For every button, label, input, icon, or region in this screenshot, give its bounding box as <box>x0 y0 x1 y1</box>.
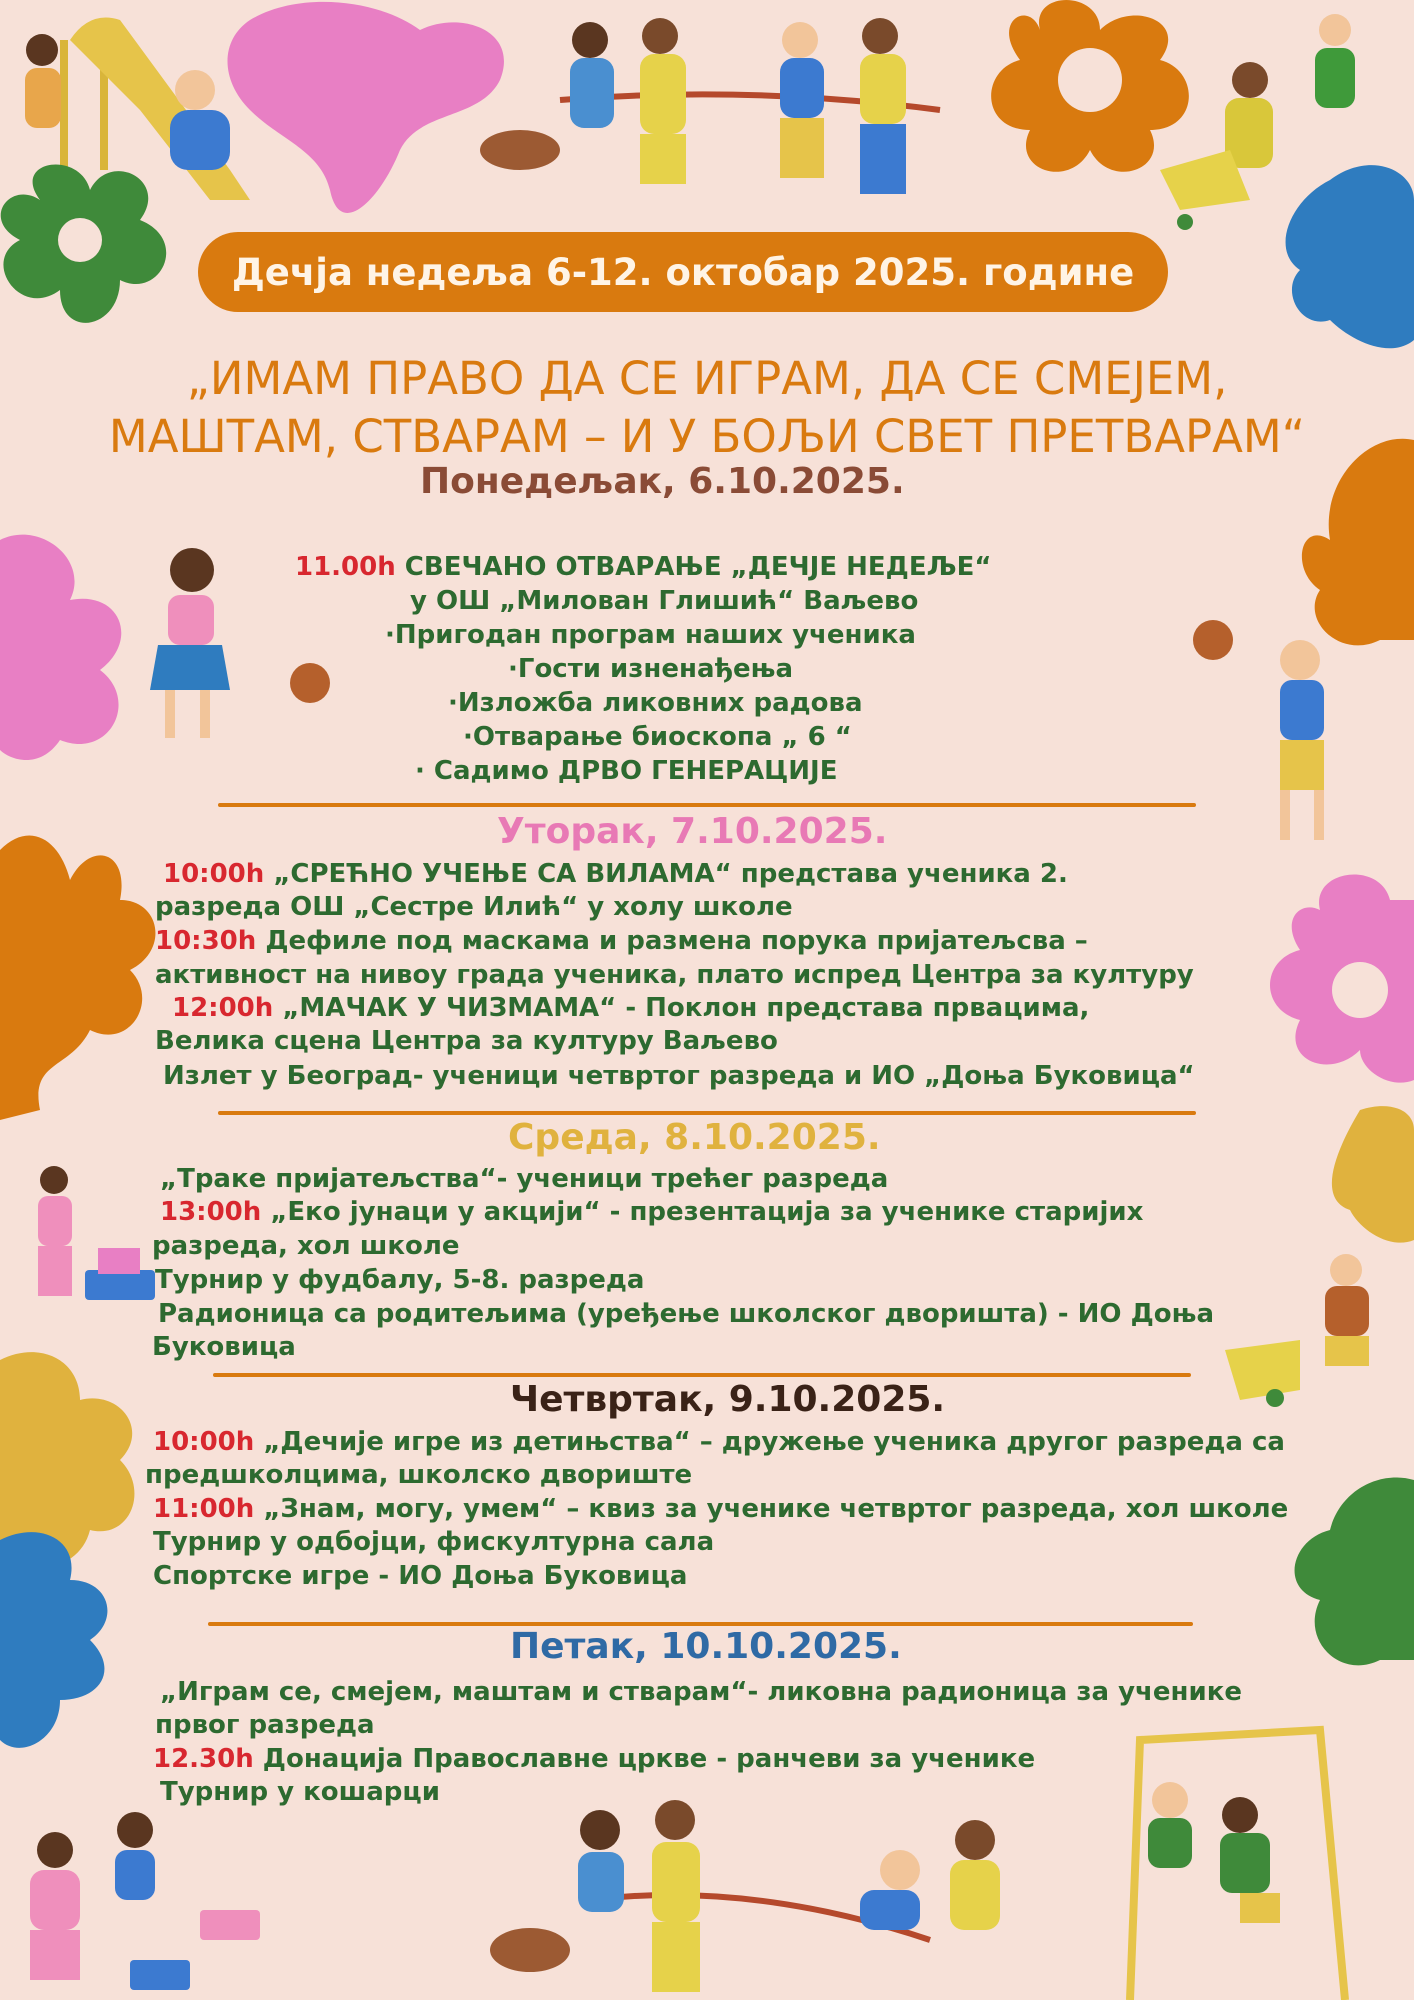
tuesday-line-6: Велика сцена Центра за културу Ваљево <box>155 1026 778 1056</box>
event-time: 11.00h <box>295 552 396 582</box>
orange-leaf-right <box>1302 439 1414 646</box>
thursday-line-3 <box>153 1493 1288 1525</box>
event-text: Донација Православне цркве - ранчеви за ученике <box>253 1744 1036 1774</box>
wednesday-line-3: разреда, хол школе <box>152 1231 460 1261</box>
tug-of-war-illustration-bottom <box>490 1800 1000 1992</box>
girl-cart-illustration <box>38 1166 155 1300</box>
thursday-heading: Четвртак, 9.10.2025. <box>510 1379 946 1420</box>
green-leaf-right <box>1295 1477 1414 1665</box>
divider-3 <box>213 1373 1191 1377</box>
tuesday-line-3 <box>155 925 1088 957</box>
thursday-line-1 <box>153 1426 1285 1458</box>
event-text: „МАЧАК У ЧИЗМАМА“ - Поклон представа првацима, <box>273 993 1090 1023</box>
event-time: 10:00h <box>153 1427 255 1457</box>
wednesday-line-6: Буковица <box>152 1332 296 1362</box>
monday-line-4: ·Гости изненађења <box>508 654 794 684</box>
wednesday-line-2 <box>160 1196 1143 1228</box>
wheelbarrow-illustration-right <box>1225 1254 1369 1407</box>
divider-2 <box>218 1111 1196 1115</box>
event-time: 12:00h <box>172 993 274 1023</box>
monday-line-3: ·Пригодан програм наших ученика <box>385 620 916 650</box>
event-text: Дефиле под маскама и размена порука пријатељсва – <box>256 926 1088 956</box>
title-banner: Дечја недеља 6-12. октобар 2025. године <box>198 232 1168 312</box>
monday-line-7: · Садимо ДРВО ГЕНЕРАЦИЈЕ <box>415 756 838 786</box>
event-time: 11:00h <box>153 1494 255 1524</box>
boy-ball-illustration <box>1193 620 1324 840</box>
bottom-left-kids-illustration <box>30 1812 260 1990</box>
wednesday-line-1: „Траке пријатељства“- ученици трећег разреда <box>160 1164 889 1194</box>
wednesday-heading: Среда, 8.10.2025. <box>508 1117 881 1158</box>
divider-1 <box>218 803 1196 807</box>
thursday-line-2: предшколцима, школско двориште <box>145 1460 693 1490</box>
wednesday-line-4: Турнир у фудбалу, 5-8. разреда <box>155 1265 645 1295</box>
tuesday-line-7: Излет у Београд- ученици четвртог разреда и ИО „Доња Буковица“ <box>163 1061 1195 1091</box>
event-text: СВЕЧАНО ОТВАРАЊЕ „ДЕЧЈЕ НЕДЕЉЕ“ <box>395 552 992 582</box>
tug-of-war-illustration-top <box>480 18 940 194</box>
event-text: „Знам, могу, умем“ – квиз за ученике четвртог разреда, хол школе <box>254 1494 1289 1524</box>
blue-leaf-left <box>0 1532 107 1748</box>
friday-line-1: „Играм се, смејем, маштам и стварам“- ликовна радионица за ученике <box>160 1677 1242 1707</box>
motto <box>30 350 1384 466</box>
monday-line-6: ·Отварање биоскопа „ 6 “ <box>463 722 852 752</box>
wednesday-line-5: Радионица са родитељима (уређење школског дворишта) - ИО Доња <box>158 1299 1214 1329</box>
thursday-line-5: Спортске игре - ИО Доња Буковица <box>153 1561 688 1591</box>
event-text: „СРЕЋНО УЧЕЊЕ СА ВИЛАМА“ представа ученика 2. <box>264 859 1068 889</box>
thursday-line-4: Турнир у одбојци, фискултурна сала <box>153 1527 715 1557</box>
green-flower-icon <box>1 165 166 323</box>
friday-line-2: првог разреда <box>155 1710 375 1740</box>
pink-flower-icon <box>1270 875 1414 1083</box>
friday-line-3 <box>153 1743 1035 1775</box>
monday-line-5: ·Изложба ликовних радова <box>448 688 863 718</box>
monday-line-1 <box>295 551 991 583</box>
monday-heading: Понедељак, 6.10.2025. <box>420 461 905 502</box>
tuesday-line-4: активност на нивоу града ученика, плато испред Центра за културу <box>155 960 1194 990</box>
blue-blob-right <box>1286 165 1414 348</box>
pink-blob-left <box>0 535 121 760</box>
orange-plant-left <box>0 836 155 1120</box>
friday-line-4: Турнир у кошарци <box>160 1777 440 1807</box>
pink-blob-top <box>228 2 504 213</box>
event-time: 10:30h <box>155 926 257 956</box>
tuesday-line-5 <box>172 992 1089 1024</box>
event-time: 13:00h <box>160 1197 262 1227</box>
orange-flower-icon <box>991 0 1189 172</box>
tuesday-line-2: разреда ОШ „Сестре Илић“ у холу школе <box>155 892 793 922</box>
motto-line-1: „ИМАМ ПРАВО ДА СЕ ИГРАМ, ДА СЕ СМЕЈЕМ, <box>186 352 1228 405</box>
event-time: 12.30h <box>153 1744 254 1774</box>
tuesday-heading: Уторак, 7.10.2025. <box>497 811 888 852</box>
yellow-blob-right <box>1332 1106 1414 1243</box>
event-time: 10:00h <box>163 859 265 889</box>
event-text: „Еко јунаци у акцији“ - презентација за ученике старијих <box>261 1197 1144 1227</box>
swing-illustration <box>1130 1730 1345 2000</box>
friday-heading: Петак, 10.10.2025. <box>510 1626 902 1667</box>
tuesday-line-1 <box>163 858 1068 890</box>
motto-line-2: МАШТАМ, СТВАРАМ – И У БОЉИ СВЕТ ПРЕТВАРАМ“ <box>108 410 1306 463</box>
monday-line-2: у ОШ „Милован Глишић“ Ваљево <box>410 586 919 616</box>
event-text: „Дечије игре из детињства“ – дружење ученика другог разреда са <box>254 1427 1285 1457</box>
